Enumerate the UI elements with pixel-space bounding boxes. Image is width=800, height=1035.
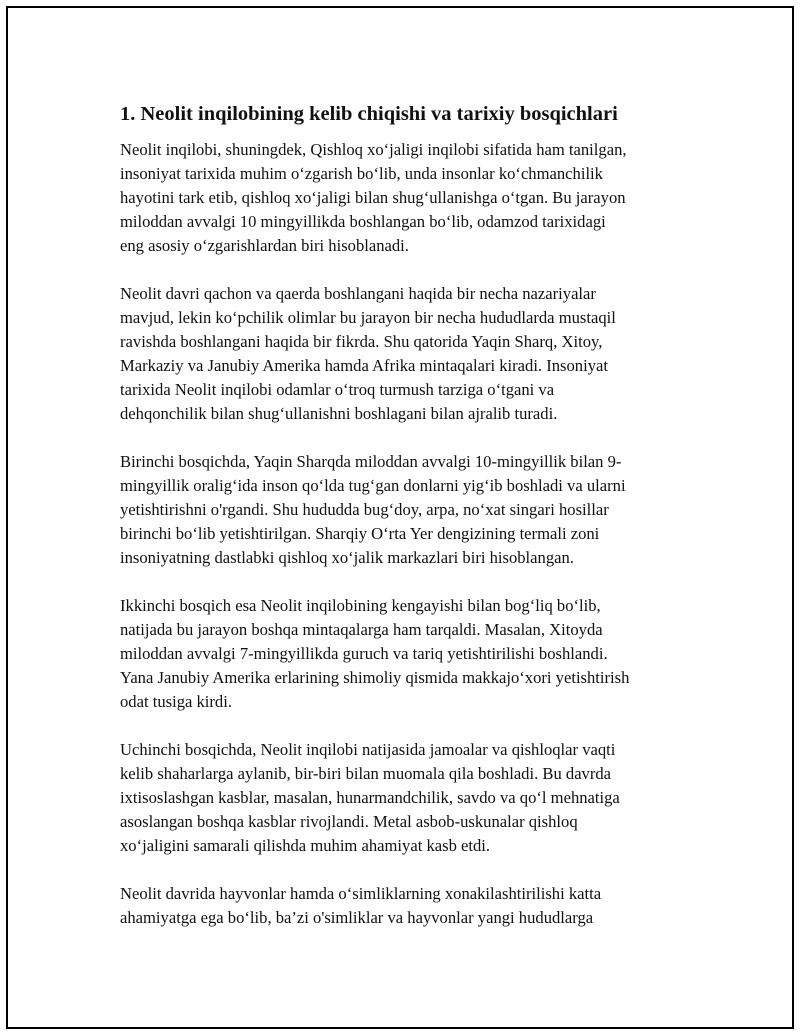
text-line: xo‘jaligini samarali qilishda muhim ahamiyat kasb etdi. [120,836,491,855]
text-line: natijada bu jarayon boshqa mintaqalarga ham tarqaldi. Masalan, Xitoyda [120,620,603,639]
paragraph [120,594,700,714]
text-line: Neolit davri qachon va qaerda boshlangani haqida bir necha nazariyalar [120,284,596,303]
paragraph [120,882,700,930]
text-line: miloddan avvalgi 10 mingyillikda boshlangan bo‘lib, odamzod tarixidagi [120,212,606,231]
text-line: birinchi bo‘lib yetishtirilgan. Sharqiy O‘rta Yer dengizining termali zoni [120,524,600,543]
text-line: yetishtirishni o'rgandi. Shu hududda bug‘doy, arpa, no‘xat singari hosillar [120,500,609,519]
text-line: Neolit davrida hayvonlar hamda o‘simliklarning xonakilashtirilishi katta [120,884,602,903]
text-line: hayotini tark etib, qishloq xo‘jaligi bilan shug‘ullanishga o‘tgan. Bu jarayon [120,188,626,207]
text-line: mavjud, lekin ko‘pchilik olimlar bu jarayon bir necha hududlarda mustaqil [120,308,616,327]
paragraph [120,738,700,858]
text-line: Neolit inqilobi, shuningdek, Qishloq xo‘jaligi inqilobi sifatida ham tanilgan, [120,140,627,159]
text-line: Markaziy va Janubiy Amerika hamda Afrika mintaqalari kiradi. Insoniyat [120,356,608,375]
text-line: miloddan avvalgi 7-mingyillikda guruch va tariq yetishtirilishi boshlandi. [120,644,608,663]
text-line: kelib shaharlarga aylanib, bir-biri bilan muomala qila boshladi. Bu davrda [120,764,612,783]
text-line: insoniyatning dastlabki qishloq xo‘jalik markazlari biri hisoblangan. [120,548,574,567]
text-line: asoslangan boshqa kasblar rivojlandi. Metal asbob-uskunalar qishloq [120,812,578,831]
document-body [120,100,700,954]
paragraph [120,138,700,258]
text-line: Uchinchi bosqichda, Neolit inqilobi natijasida jamoalar va qishloqlar vaqti [120,740,616,759]
text-line: odat tusiga kirdi. [120,692,232,711]
paragraph-list [120,138,700,930]
text-line: insoniyat tarixida muhim o‘zgarish bo‘lib, unda insonlar ko‘chmanchilik [120,164,603,183]
text-line: Birinchi bosqichda, Yaqin Sharqda miloddan avvalgi 10-mingyillik bilan 9- [120,452,622,471]
text-line: mingyillik oralig‘ida inson qo‘lda tug‘gan donlarni yig‘ib boshladi va ularni [120,476,626,495]
text-line: Yana Janubiy Amerika erlarining shimoliy qismida makkajo‘xori yetishtirish [120,668,630,687]
text-line: Ikkinchi bosqich esa Neolit inqilobining kengayishi bilan bog‘liq bo‘lib, [120,596,601,615]
section-heading: 1. Neolit inqilobining kelib chiqishi va tarixiy bosqichlari [120,103,618,125]
text-line: dehqonchilik bilan shug‘ullanishni boshlagani bilan ajralib turadi. [120,404,558,423]
paragraph [120,450,700,570]
paragraph [120,282,700,426]
text-line: eng asosiy o‘zgarishlardan biri hisoblanadi. [120,236,409,255]
text-line: tarixida Neolit inqilobi odamlar o‘troq turmush tarziga o‘tgani va [120,380,555,399]
text-line: ravishda boshlangani haqida bir fikrda. Shu qatorida Yaqin Sharq, Xitoy, [120,332,603,351]
page-frame [6,6,794,1029]
text-line: ixtisoslashgan kasblar, masalan, hunarmandchilik, savdo va qo‘l mehnatiga [120,788,620,807]
text-line: ahamiyatga ega bo‘lib, ba’zi o'simliklar va hayvonlar yangi hududlarga [120,908,594,927]
